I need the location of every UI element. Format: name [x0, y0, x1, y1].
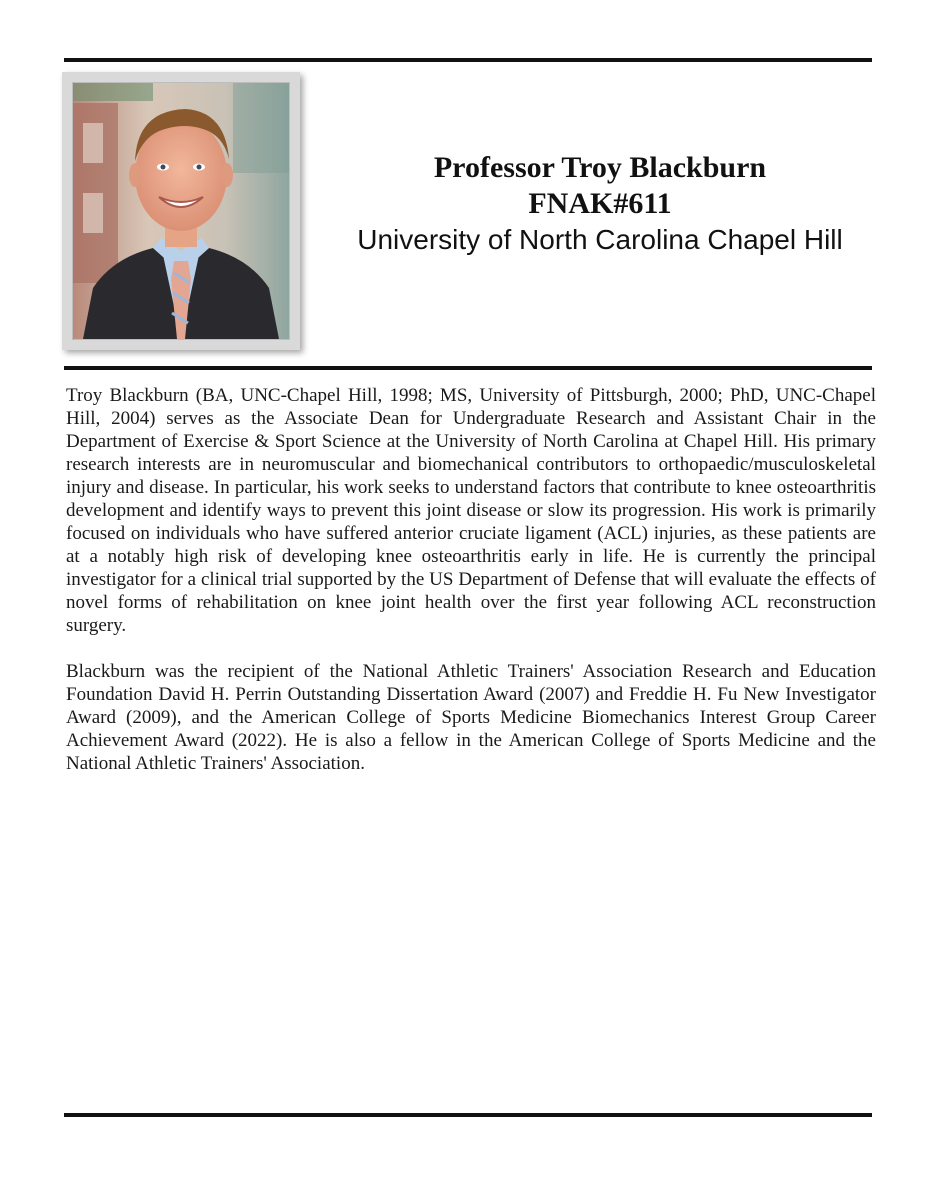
portrait-photo	[72, 82, 290, 340]
portrait-illustration	[73, 83, 289, 339]
fnak-number: FNAK#611	[528, 187, 672, 220]
biography	[66, 384, 876, 798]
top-divider	[64, 58, 872, 62]
profile-name: Professor Troy Blackburn	[433, 151, 767, 184]
bio-paragraph-2: Blackburn was the recipient of the National Athletic Trainers' Association Research and Education Foundation David H. Perrin Outstanding Dissertation Award (2007) and Freddie H. Fu New Investigator Award (2009), and the American College of Sports Medicine Biomechanics Interest Group Career Achievement Award (2022). He is also a fellow in the American College of Sports Medicine and the National Athletic Trainers' Association.	[66, 661, 876, 774]
bottom-divider	[64, 1113, 872, 1117]
institution-name: University of North Carolina Chapel Hill	[357, 224, 843, 255]
profile-header	[310, 150, 890, 258]
middle-divider	[64, 366, 872, 370]
bio-paragraph-1: Troy Blackburn (BA, UNC-Chapel Hill, 1998; MS, University of Pittsburgh, 2000; PhD, UNC-Chapel Hill, 2004) serves as the Associate Dean for Undergraduate Research and Assistant Chair in the Department of Exercise & Sport Science at the University of North Carolina at Chapel Hill. His primary research interests are in neuromuscular and biomechanical contributors to orthopaedic/musculoskeletal injury and disease. In particular, his work seeks to understand factors that contribute to knee osteoarthritis development and identify ways to prevent this joint disease or slow its progression. His work is primarily focused on individuals who have suffered anterior cruciate ligament (ACL) injuries, as these patients are at a notably high risk of developing knee osteoarthritis early in life. He is currently the principal investigator for a clinical trial supported by the US Department of Defense that will evaluate the effects of novel forms of rehabilitation on knee joint health over the first year following ACL reconstruction surgery.	[66, 385, 876, 636]
portrait-frame	[62, 72, 300, 350]
